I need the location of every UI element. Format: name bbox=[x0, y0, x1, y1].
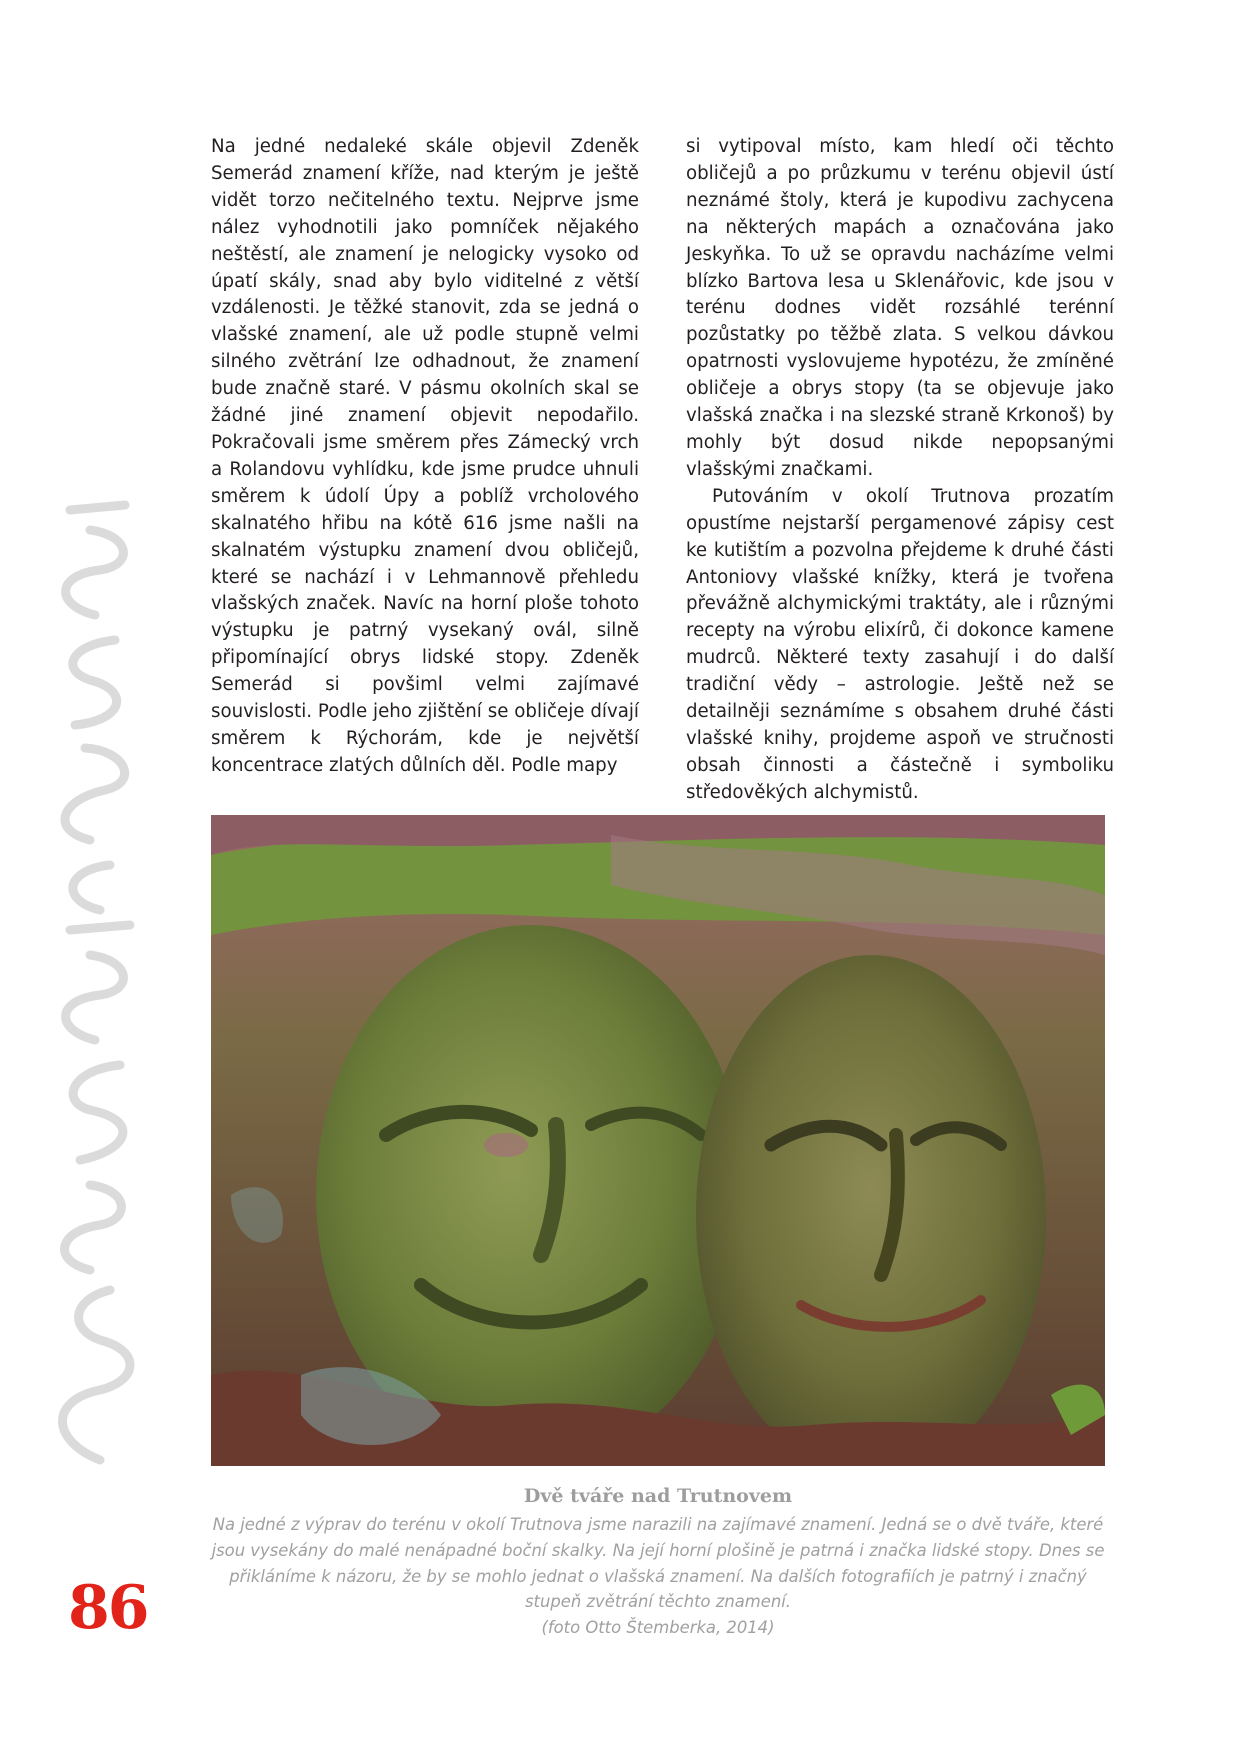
caption-credit: (foto Otto Štemberka, 2014) bbox=[541, 1618, 775, 1638]
article-right-column bbox=[686, 134, 1114, 807]
photo-two-stone-faces bbox=[211, 815, 1105, 1466]
article-paragraph: si vytipoval místo, kam hledí oči těchto obličejů a po průzkumu v terénu objevil ústí neznámé štoly, která je kupodivu zachycena na některých mapách a označována jako Jeskyňka. To už se opravdu nacházíme velmi blízko Bartova lesa u Sklenářovic, kde jsou v terénu dodnes vidět rozsáhlé terénní pozůstatky po těžbě zlata. S velkou dávkou opatrnosti vyslovujeme hypotézu, že zmíněné obličeje a obrys stopy (ta se objevuje jako vlašská značka i na slezské straně Krkonoš) by mohly být dosud nikde nepopsanými vlašskými značkami. bbox=[686, 136, 1114, 480]
article-paragraph: Na jedné nedaleké skále objevil Zdeněk Semerád znamení kříže, nad kterým je ještě vidět torzo nečitelného textu. Nejprve jsme nález vyhodnotili jako pomníček nějakého neštěstí, ale znamení je nelogicky vysoko od úpatí skály, snad aby bylo viditelné z větší vzdálenosti. Je těžké stanovit, zda se jedná o vlašské znamení, ale už podle stupně velmi silného zvětrání lze odhadnout, že znamení bude značně staré. V pásmu okolních skal se žádné jiné znamení objevit nepodařilo. Pokračovali jsme směrem přes Zámecký vrch a Rolandovu vyhlídku, kde jsme prudce uhnuli směrem k údolí Úpy a poblíž vrcholového skalnatého hřibu na kótě 616 jsme našli na skalnatém výstupku znamení dvou obličejů, které se nachází i v Lehmannově přehledu vlašských značek. Navíc na horní ploše tohoto výstupku je patrný vysekaný ovál, silně připomínající obrys lidské stopy. Zdeněk Semerád si povšiml velmi zajímavé souvislosti. Podle jeho zjištění se obličeje dívají směrem k Rýchorám, kde je největší koncentrace zlatých důlních děl. Podle mapy bbox=[211, 136, 639, 776]
article-left-column bbox=[211, 134, 639, 780]
page-number: 86 bbox=[68, 1573, 148, 1643]
caption-title: Dvě tváře nad Trutnovem bbox=[523, 1485, 793, 1507]
figure-caption bbox=[211, 1483, 1105, 1641]
caption-text: Na jedné z výprav do terénu v okolí Trutnova jsme narazili na zajímavé znamení. Jedná se o dvě tváře, které jsou vysekány do malé nenápadné boční skalky. Na její horní plošině je patrná i značka lidské stopy. Dnes se přikláníme k názoru, že by se mohlo jednat o vlašská znamení. Na dalších fotografiích je patrný i značný stupeň zvětrání těchto znamení. bbox=[211, 1515, 1105, 1612]
article-paragraph: Putováním v okolí Trutnova prozatím opustíme nejstarší pergamenové zápisy cest ke kutištím a pozvolna přejdeme k druhé části Antoniovy vlašské knížky, která je tvořena převážně alchymickými traktáty, ale i různými recepty na výrobu elixírů, či dokonce kamene mudrců. Některé texty zasahují i do další tradiční vědy – astrologie. Ještě než se detailněji seznámíme s obsahem druhé části vlašské knihy, projdeme aspoň ve stručnosti obsah činnosti a částečně i symboliku středověkých alchymistů. bbox=[686, 485, 1114, 803]
handwritten-script-watermark bbox=[30, 470, 160, 1470]
